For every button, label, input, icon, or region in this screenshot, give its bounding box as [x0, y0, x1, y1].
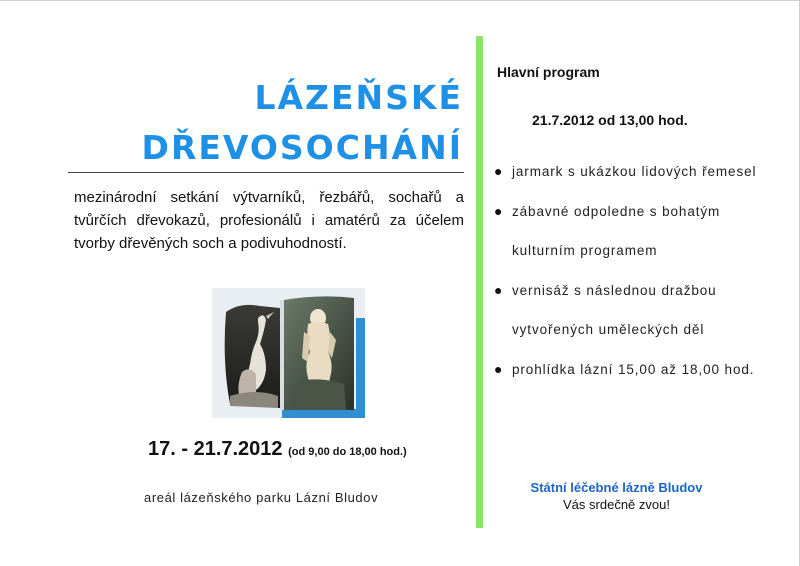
program-item-text: vernisáž s následnou dražbou vytvořených uměleckých děl [512, 282, 717, 337]
event-dates [148, 438, 407, 461]
green-vertical-divider [476, 36, 483, 528]
sculpture-photo-frame [212, 288, 365, 418]
program-list [494, 152, 784, 389]
program-item-text: prohlídka lázní 15,00 až 18,00 hod. [512, 361, 755, 377]
program-item [494, 350, 784, 390]
event-description: mezinárodní setkání výtvarníků, řezbářů, sochařů a tvůrčích dřevokazů, profesionálů i amatérů za účelem tvorby dřevěných soch a podivuhodností. [74, 189, 464, 252]
wooden-sculptures-photo [220, 292, 358, 412]
bullet-icon: ● [494, 163, 504, 179]
organizer-name: Státní léčebné lázně Bludov [530, 480, 703, 495]
page-border-top [0, 0, 800, 1]
bullet-icon: ● [494, 281, 504, 298]
bullet-icon: ● [494, 360, 504, 377]
program-item-text: zábavné odpoledne s bohatým kulturním programem [512, 203, 721, 258]
program-item [494, 192, 784, 271]
bullet-icon: ● [494, 202, 504, 219]
program-date: 21.7.2012 od 13,00 hod. [532, 112, 688, 128]
invitation-greeting: Vás srdečně zvou! [563, 497, 670, 512]
program-item [494, 271, 784, 350]
event-hours: (od 9,00 do 18,00 hod.) [288, 446, 407, 458]
program-item-text: jarmark s ukázkou lidových řemesel [512, 164, 757, 179]
program-heading: Hlavní program [497, 64, 600, 80]
poster-title-line-1: LÁZEŇSKÉ [254, 78, 463, 117]
event-date-range: 17. - 21.7.2012 [148, 438, 283, 460]
event-venue: areál lázeňského parku Lázní Bludov [144, 490, 379, 505]
program-item [494, 152, 784, 192]
title-underline [68, 172, 464, 173]
poster-title-line-2: DŘEVOSOCHÁNÍ [141, 128, 463, 167]
